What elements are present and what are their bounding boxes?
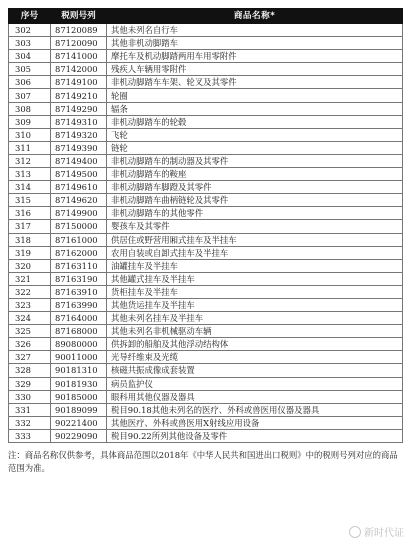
row-name: 其他货运挂车及半挂车 <box>107 298 403 311</box>
row-name: 供居住或野营用厢式挂车及半挂车 <box>107 233 403 246</box>
table-row <box>9 37 403 50</box>
row-code: 90185000 <box>51 390 107 403</box>
row-name: 非机动脚踏车的鞍座 <box>107 168 403 181</box>
row-code: 87149900 <box>51 207 107 220</box>
row-name: 非机动脚踏车车架、轮叉及其零件 <box>107 76 403 89</box>
row-code: 87162000 <box>51 246 107 259</box>
header-code: 税则号列 <box>51 9 107 24</box>
row-seq: 307 <box>9 89 51 102</box>
table-row <box>9 102 403 115</box>
row-seq: 329 <box>9 377 51 390</box>
row-name: 非机动脚踏车的制动器及其零件 <box>107 154 403 167</box>
row-name: 其他医疗、外科或兽医用X射线应用设备 <box>107 416 403 429</box>
row-code: 87149100 <box>51 76 107 89</box>
row-code: 87163990 <box>51 298 107 311</box>
table-row <box>9 429 403 442</box>
row-name: 轮圈 <box>107 89 403 102</box>
row-seq: 311 <box>9 141 51 154</box>
table-row <box>9 50 403 63</box>
table-row <box>9 63 403 76</box>
row-seq: 327 <box>9 351 51 364</box>
row-name: 飞轮 <box>107 128 403 141</box>
row-name: 其他未列名挂车及半挂车 <box>107 312 403 325</box>
header-row <box>9 9 403 24</box>
row-code: 87120090 <box>51 37 107 50</box>
row-code: 87149320 <box>51 128 107 141</box>
row-code: 87141000 <box>51 50 107 63</box>
row-code: 87149610 <box>51 181 107 194</box>
row-seq: 318 <box>9 233 51 246</box>
row-seq: 323 <box>9 298 51 311</box>
row-name: 其他罐式挂车及半挂车 <box>107 272 403 285</box>
row-code: 87163910 <box>51 285 107 298</box>
row-name: 税目90.18其他未列名的医疗、外科或兽医用仪器及器具 <box>107 403 403 416</box>
row-code: 87150000 <box>51 220 107 233</box>
row-seq: 302 <box>9 24 51 37</box>
row-seq: 316 <box>9 207 51 220</box>
table-row <box>9 351 403 364</box>
row-code: 87163190 <box>51 272 107 285</box>
row-name: 非机动脚踏车曲柄链轮及其零件 <box>107 194 403 207</box>
row-name: 残疾人车辆用零附件 <box>107 63 403 76</box>
row-code: 87149210 <box>51 89 107 102</box>
row-name: 光导纤维束及光缆 <box>107 351 403 364</box>
row-name: 病员监护仪 <box>107 377 403 390</box>
table-row <box>9 377 403 390</box>
row-seq: 304 <box>9 50 51 63</box>
table-row <box>9 128 403 141</box>
footnote: 注：商品名称仅供参考，具体商品范围以2018年《中华人民共和国进出口税则》中的税则号列对应的商品范围为准。 <box>8 450 398 473</box>
row-seq: 313 <box>9 168 51 181</box>
row-seq: 326 <box>9 338 51 351</box>
row-name: 非机动脚踏车的其他零件 <box>107 207 403 220</box>
row-seq: 303 <box>9 37 51 50</box>
row-seq: 330 <box>9 390 51 403</box>
row-seq: 320 <box>9 259 51 272</box>
table-row <box>9 246 403 259</box>
header-seq: 序号 <box>9 9 51 24</box>
table-row <box>9 312 403 325</box>
table-row <box>9 285 403 298</box>
table-row <box>9 416 403 429</box>
table-row <box>9 403 403 416</box>
row-code: 87163110 <box>51 259 107 272</box>
table-row <box>9 220 403 233</box>
row-code: 87168000 <box>51 325 107 338</box>
table-row <box>9 233 403 246</box>
row-seq: 314 <box>9 181 51 194</box>
row-name: 非机动脚踏车脚蹬及其零件 <box>107 181 403 194</box>
row-seq: 306 <box>9 76 51 89</box>
row-seq: 310 <box>9 128 51 141</box>
row-seq: 317 <box>9 220 51 233</box>
row-seq: 324 <box>9 312 51 325</box>
row-code: 87149500 <box>51 168 107 181</box>
table-row <box>9 115 403 128</box>
row-code: 87149310 <box>51 115 107 128</box>
table-row <box>9 338 403 351</box>
row-seq: 333 <box>9 429 51 442</box>
tariff-table <box>8 8 403 443</box>
watermark-text: 新时代证 <box>364 528 404 539</box>
table-row <box>9 76 403 89</box>
row-code: 87149620 <box>51 194 107 207</box>
document-page <box>8 8 402 475</box>
table-row <box>9 24 403 37</box>
table-row <box>9 194 403 207</box>
table-row <box>9 390 403 403</box>
row-name: 眼科用其他仪器及器具 <box>107 390 403 403</box>
row-code: 87161000 <box>51 233 107 246</box>
row-seq: 309 <box>9 115 51 128</box>
circle-logo-icon <box>349 526 361 538</box>
row-name: 其他非机动脚踏车 <box>107 37 403 50</box>
table-row <box>9 89 403 102</box>
row-seq: 319 <box>9 246 51 259</box>
table-row <box>9 168 403 181</box>
table-body <box>9 24 403 443</box>
table-row <box>9 154 403 167</box>
row-name: 非机动脚踏车的轮毂 <box>107 115 403 128</box>
row-name: 摩托车及机动脚踏两用车用零附件 <box>107 50 403 63</box>
row-seq: 321 <box>9 272 51 285</box>
row-name: 货柜挂车及半挂车 <box>107 285 403 298</box>
row-name: 其他未列名自行车 <box>107 24 403 37</box>
row-code: 90189099 <box>51 403 107 416</box>
table-row <box>9 298 403 311</box>
watermark <box>349 524 404 539</box>
row-name: 核磁共振成像成套装置 <box>107 364 403 377</box>
row-code: 87149400 <box>51 154 107 167</box>
row-name: 农用自装或自卸式挂车及半挂车 <box>107 246 403 259</box>
table-row <box>9 272 403 285</box>
row-seq: 325 <box>9 325 51 338</box>
row-code: 90011000 <box>51 351 107 364</box>
row-seq: 328 <box>9 364 51 377</box>
table-row <box>9 364 403 377</box>
row-name: 其他未列名非机械驱动车辆 <box>107 325 403 338</box>
row-seq: 315 <box>9 194 51 207</box>
table-row <box>9 181 403 194</box>
row-seq: 331 <box>9 403 51 416</box>
row-code: 87120089 <box>51 24 107 37</box>
row-name: 婴孩车及其零件 <box>107 220 403 233</box>
row-seq: 312 <box>9 154 51 167</box>
row-seq: 308 <box>9 102 51 115</box>
table-row <box>9 259 403 272</box>
row-code: 87142000 <box>51 63 107 76</box>
row-seq: 305 <box>9 63 51 76</box>
table-row <box>9 207 403 220</box>
row-code: 90181310 <box>51 364 107 377</box>
row-code: 90229090 <box>51 429 107 442</box>
table-header <box>9 9 403 24</box>
row-code: 90181930 <box>51 377 107 390</box>
header-name: 商品名称* <box>107 9 403 24</box>
row-seq: 332 <box>9 416 51 429</box>
table-row <box>9 141 403 154</box>
row-name: 税目90.22所列其他设备及零件 <box>107 429 403 442</box>
row-code: 90221400 <box>51 416 107 429</box>
row-code: 87149290 <box>51 102 107 115</box>
row-seq: 322 <box>9 285 51 298</box>
row-code: 89080000 <box>51 338 107 351</box>
table-row <box>9 325 403 338</box>
row-code: 87149390 <box>51 141 107 154</box>
row-name: 链轮 <box>107 141 403 154</box>
row-name: 辐条 <box>107 102 403 115</box>
row-name: 油罐挂车及半挂车 <box>107 259 403 272</box>
row-name: 供拆卸的船舶及其他浮动结构体 <box>107 338 403 351</box>
row-code: 87164000 <box>51 312 107 325</box>
